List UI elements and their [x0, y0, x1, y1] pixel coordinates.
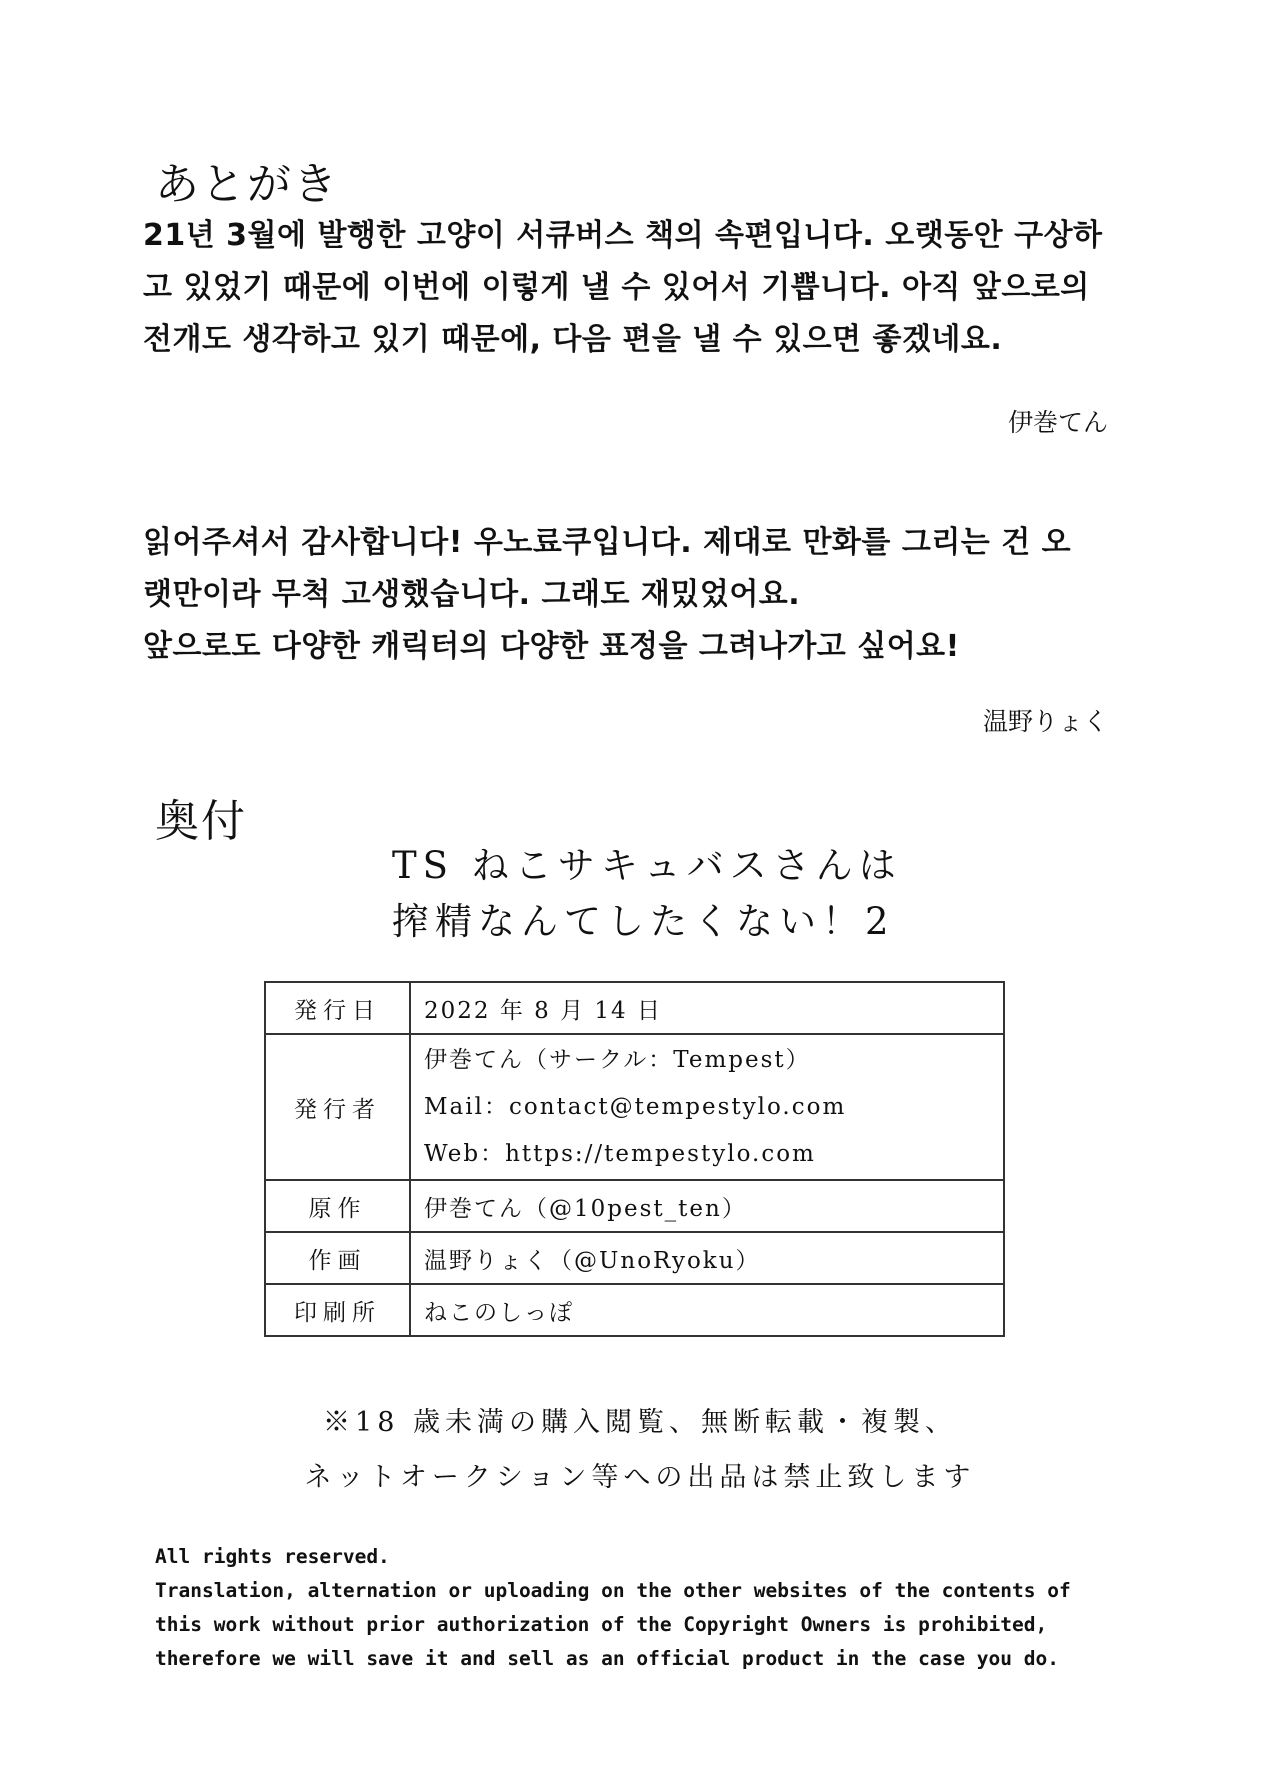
- note-line: 고 있었기 때문에 이번에 이렇게 낼 수 있어서 기쁩니다. 아직 앞으로의: [143, 270, 1090, 305]
- rights-line: All rights reserved.: [155, 1545, 390, 1568]
- row-label-printer: 印刷所: [265, 1284, 410, 1336]
- colophon-table: [264, 981, 1005, 1337]
- afterword-note-2: [143, 517, 1071, 673]
- row-value-artist: 温野りょく（@UnoRyoku）: [410, 1232, 1004, 1284]
- rights-line: this work without prior authorization of the Copyright Owners is prohibited,: [155, 1613, 1048, 1636]
- row-value-original: 伊巻てん（@10pest_ten）: [410, 1180, 1004, 1232]
- book-title-line-2: 搾精なんてしたくない！2: [392, 900, 895, 943]
- note-line: 21년 3월에 발행한 고양이 서큐버스 책의 속편입니다. 오랫동안 구상하: [143, 218, 1103, 253]
- row-value-date: 2022 年 8 月 14 日: [410, 982, 1004, 1034]
- row-label-date: 発行日: [265, 982, 410, 1034]
- notice-line-2: ネットオークション等への出品は禁止致します: [304, 1462, 976, 1493]
- publisher-name: 伊巻てん（サークル：Tempest）: [424, 1046, 811, 1073]
- notice-line-1: ※18 歳未満の購入閲覧、無断転載・複製、: [323, 1407, 957, 1438]
- rights-line: Translation, alternation or uploading on the other websites of the contents of: [155, 1579, 1071, 1602]
- rights-notice: [155, 1540, 1071, 1676]
- table-row: [265, 1284, 1004, 1336]
- row-value-printer: ねこのしっぽ: [410, 1284, 1004, 1336]
- book-title-line-1: TS ねこサキュバスさんは: [392, 844, 902, 887]
- note-line: 랫만이라 무척 고생했습니다. 그래도 재밌었어요.: [143, 577, 801, 612]
- signature-ryoku: 温野りょく: [982, 707, 1108, 736]
- row-label-original: 原作: [265, 1180, 410, 1232]
- table-row: [265, 1232, 1004, 1284]
- note-line: 읽어주셔서 감사합니다! 우노료쿠입니다. 제대로 만화를 그리는 건 오: [143, 525, 1072, 560]
- table-row: [265, 1180, 1004, 1232]
- table-row: [265, 1034, 1004, 1180]
- row-value-publisher: [410, 1034, 1004, 1180]
- note-line: 앞으로도 다양한 캐릭터의 다양한 표정을 그려나가고 싶어요!: [143, 629, 960, 664]
- publisher-web: Web：https://tempestylo.com: [424, 1140, 816, 1167]
- row-label-publisher: 発行者: [265, 1034, 410, 1180]
- signature-ten: 伊巻てん: [1007, 408, 1108, 437]
- publisher-mail: Mail：contact@tempestylo.com: [424, 1093, 847, 1120]
- note-line: 전개도 생각하고 있기 때문에, 다음 편을 낼 수 있으면 좋겠네요.: [143, 322, 1003, 357]
- afterword-heading: あとがき: [155, 159, 339, 210]
- colophon-heading: 奥付: [155, 796, 247, 847]
- rights-line: therefore we will save it and sell as an official product in the case you do.: [155, 1647, 1059, 1670]
- afterword-note-1: [143, 210, 1103, 366]
- table-row: [265, 982, 1004, 1034]
- row-label-artist: 作画: [265, 1232, 410, 1284]
